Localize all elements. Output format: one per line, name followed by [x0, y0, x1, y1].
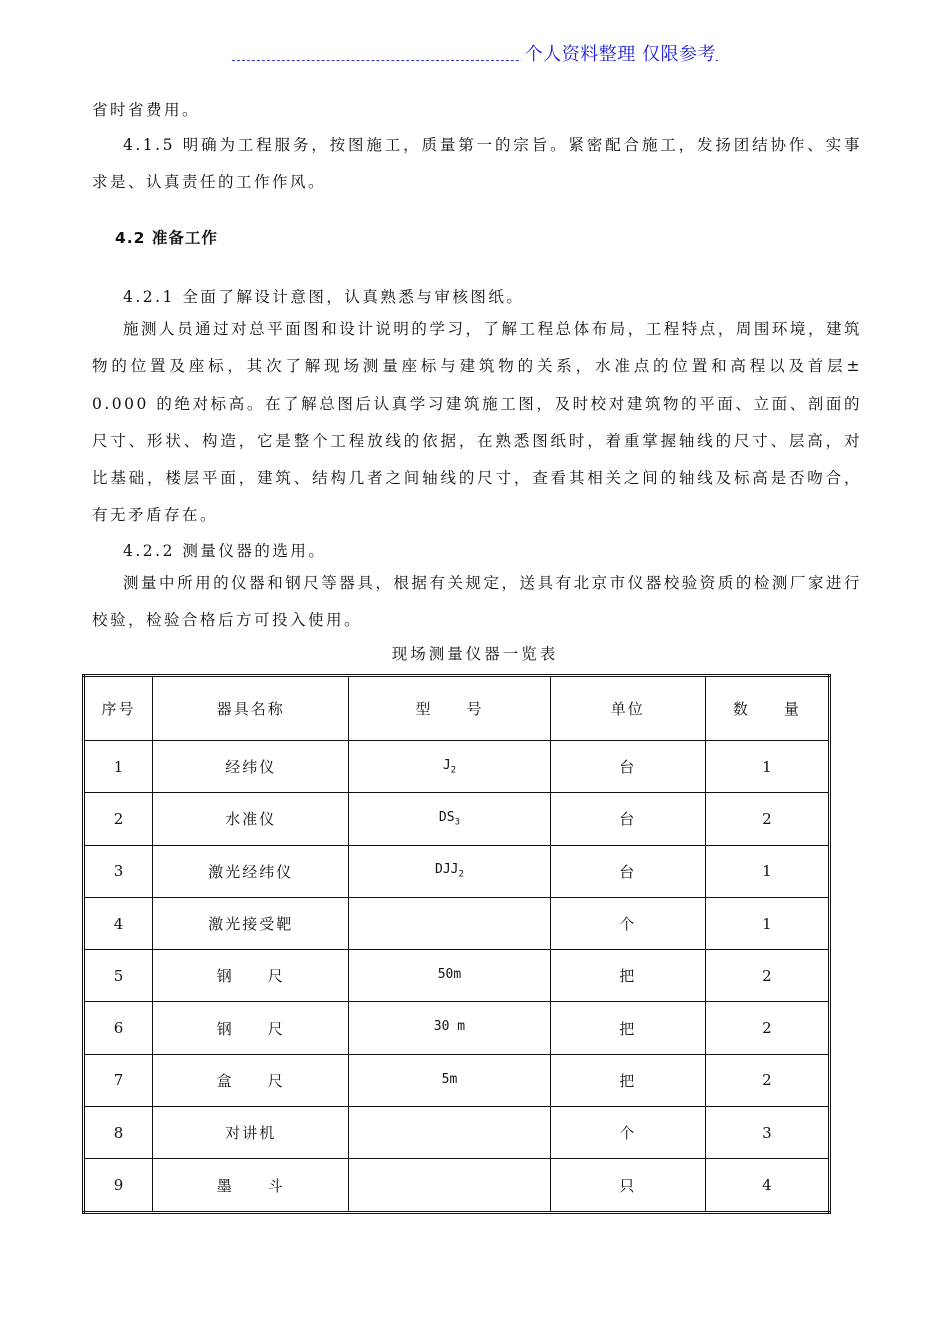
cell-no: 1 [84, 741, 153, 793]
cell-name: 盒 尺 [153, 1054, 349, 1106]
table-row [84, 950, 830, 1002]
cell-unit: 把 [550, 1002, 705, 1054]
cell-model [349, 1002, 550, 1054]
table-row [84, 1002, 830, 1054]
header-cell-name: 器具名称 [153, 676, 349, 741]
cell-name: 墨 斗 [153, 1159, 349, 1212]
cell-model [349, 1159, 550, 1212]
cell-unit: 个 [550, 1107, 705, 1159]
cell-model [349, 793, 550, 845]
cell-unit: 台 [550, 741, 705, 793]
cell-unit: 把 [550, 950, 705, 1002]
cell-no: 2 [84, 793, 153, 845]
header-cell-no: 序号 [84, 676, 153, 741]
cell-name: 钢 尺 [153, 950, 349, 1002]
cell-name: 水准仪 [153, 793, 349, 845]
table-title: 现场测量仪器一览表 [391, 645, 559, 663]
cell-no: 7 [84, 1054, 153, 1106]
table-row [84, 897, 830, 949]
cell-qty: 2 [705, 950, 829, 1002]
paragraph-instrument-calibration: 测量中所用的仪器和钢尺等器具，根据有关规定，送具有北京市仪器校验资质的检测厂家进行校验，检验合格后方可投入使用。 [92, 574, 862, 630]
cell-unit: 台 [550, 845, 705, 897]
model-text: 5m [441, 1071, 458, 1087]
model-subscript: 2 [458, 870, 464, 881]
table-row [84, 845, 830, 897]
cell-qty: 4 [705, 1159, 829, 1212]
cell-qty: 2 [705, 1054, 829, 1106]
cell-name: 钢 尺 [153, 1002, 349, 1054]
model-text: 50m [437, 967, 462, 983]
section-heading-4-2: 4.2 准备工作 [115, 229, 218, 247]
cell-model [349, 741, 550, 793]
cell-model [349, 1054, 550, 1106]
model-subscript: 2 [450, 765, 457, 776]
cell-qty: 2 [705, 1002, 829, 1054]
model-text: DS [438, 810, 455, 826]
table-row [84, 1107, 830, 1159]
cell-name: 激光经纬仪 [153, 845, 349, 897]
cell-qty: 2 [705, 793, 829, 845]
model-text: DJJ [435, 862, 459, 878]
header-watermark-text: 个人资料整理 仅限参考 [521, 40, 716, 66]
paragraph-continued: 省时省费用。 [92, 101, 201, 119]
model-subscript: 3 [454, 817, 460, 828]
cell-qty: 1 [705, 897, 829, 949]
cell-name: 对讲机 [153, 1107, 349, 1159]
table-row [84, 793, 830, 845]
paragraph-4-1-5: 4.1.5 明确为工程服务，按图施工，质量第一的宗旨。紧密配合施工，发扬团结协作、实事求是、认真责任的工作作风。 [92, 136, 862, 192]
cell-model [349, 1107, 550, 1159]
cell-unit: 把 [550, 1054, 705, 1106]
model-text: 30 m [433, 1019, 466, 1035]
header-cell-qty: 数 量 [705, 676, 829, 741]
cell-no: 8 [84, 1107, 153, 1159]
cell-unit: 只 [550, 1159, 705, 1212]
cell-model [349, 950, 550, 1002]
table-row [84, 1159, 830, 1212]
cell-model [349, 845, 550, 897]
paragraph-4-2-1: 4.2.1 全面了解设计意图，认真熟悉与审核图纸。 [123, 288, 525, 306]
cell-name: 激光接受靶 [153, 897, 349, 949]
cell-no: 4 [84, 897, 153, 949]
model-text: J [442, 757, 451, 773]
cell-no: 9 [84, 1159, 153, 1212]
header-cell-model: 型 号 [349, 676, 550, 741]
cell-unit: 个 [550, 897, 705, 949]
instrument-table [82, 674, 831, 1214]
cell-qty: 1 [705, 845, 829, 897]
cell-name: 经纬仪 [153, 741, 349, 793]
paragraph-4-2-2: 4.2.2 测量仪器的选用。 [123, 542, 327, 560]
table-row [84, 1054, 830, 1106]
cell-qty: 1 [705, 741, 829, 793]
paragraph-drawing-review: 施测人员通过对总平面图和设计说明的学习，了解工程总体布局，工程特点，周围环境，建筑物的位置及座标，其次了解现场测量座标与建筑物的关系，水准点的位置和高程以及首层± 0.000 的绝对标高。在了解总图后认真学习建筑施工图，及时校对建筑物的平面、立面、剖面的尺寸、形状、构造，它是整个工程放线的依据，在熟悉图纸时，着重掌握轴线的尺寸、层高，对比基础，楼层平面，建筑、结构几者之间轴线的尺寸，查看其相关之间的轴线及标高是否吻合，有无矛盾存在。 [92, 320, 862, 525]
cell-qty: 3 [705, 1107, 829, 1159]
cell-no: 5 [84, 950, 153, 1002]
cell-no: 6 [84, 1002, 153, 1054]
table-header-row [84, 676, 830, 741]
cell-no: 3 [84, 845, 153, 897]
table-row [84, 741, 830, 793]
cell-model [349, 897, 550, 949]
cell-unit: 台 [550, 793, 705, 845]
header-cell-unit: 单位 [550, 676, 705, 741]
page-header [232, 40, 718, 66]
